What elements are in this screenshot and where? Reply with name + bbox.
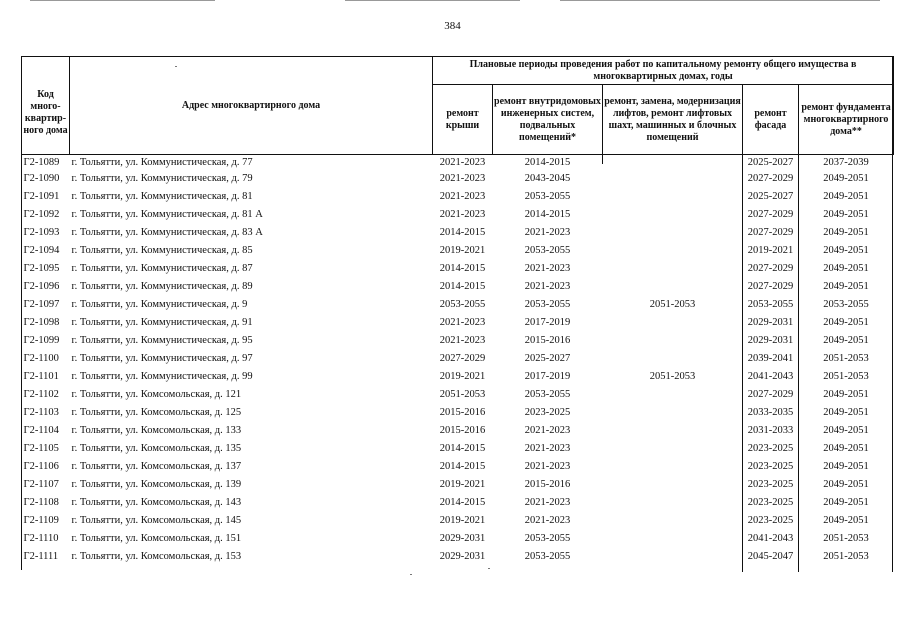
table-row [22, 260, 894, 278]
cell-roof: 2029-2031 [439, 533, 486, 544]
header-facade-repair: ремонт фасада [743, 85, 799, 155]
cell-code: Г2-1099 [23, 335, 60, 346]
cell-systems: 2053-2055 [524, 551, 571, 562]
cell-facade: 2023-2025 [747, 461, 794, 472]
cell-lifts [603, 404, 743, 422]
cell-foundation: 2051-2053 [823, 533, 869, 544]
cell-address: г. Тольятти, ул. Комсомольская, д. 143 [71, 497, 242, 508]
table-row [22, 332, 894, 350]
cell-roof: 2014-2015 [439, 461, 486, 472]
column-rule-after-facade [798, 154, 799, 572]
cell-lifts [603, 476, 743, 494]
cell-facade: 2045-2047 [747, 551, 794, 562]
cell-facade: 2027-2029 [747, 209, 794, 220]
cell-lifts [603, 155, 743, 171]
header-systems-repair: ремонт внутридомовых инженерных систем, подвальных помещений* [493, 85, 603, 155]
cell-lifts [603, 260, 743, 278]
cell-roof: 2053-2055 [439, 299, 486, 310]
cell-foundation: 2049-2051 [823, 209, 869, 220]
cell-code: Г2-1091 [23, 191, 60, 202]
column-rule-after-lifts [742, 154, 743, 572]
cell-systems: 2021-2023 [524, 281, 571, 292]
cell-roof: 2021-2023 [439, 173, 486, 184]
table-row [22, 350, 894, 368]
cell-lifts [603, 332, 743, 350]
cell-address: г. Тольятти, ул. Коммунистическая, д. 9 [71, 299, 248, 310]
cell-systems: 2053-2055 [524, 533, 571, 544]
cell-systems: 2017-2019 [524, 317, 571, 328]
cell-address: г. Тольятти, ул. Коммунистическая, д. 77 [71, 157, 253, 168]
cell-roof: 2014-2015 [439, 227, 486, 238]
cell-foundation: 2049-2051 [823, 479, 869, 490]
header-lift-repair: ремонт, замена, модернизация лифтов, ремонт лифтовых шахт, машинных и блочных помещений [603, 85, 743, 155]
page-number: 384 [444, 20, 461, 32]
cell-systems: 2017-2019 [524, 371, 571, 382]
cell-lifts [603, 350, 743, 368]
cell-facade: 2029-2031 [747, 335, 794, 346]
cell-code: Г2-1095 [23, 263, 60, 274]
cell-lifts [603, 440, 743, 458]
cell-facade: 2041-2043 [747, 371, 794, 382]
cell-systems: 2023-2025 [524, 407, 571, 418]
cell-facade: 2023-2025 [747, 515, 794, 526]
cell-roof: 2029-2031 [439, 551, 486, 562]
cell-code: Г2-1098 [23, 317, 60, 328]
cell-lifts [603, 548, 743, 566]
cell-address: г. Тольятти, ул. Коммунистическая, д. 83 А [71, 227, 263, 238]
table-row [22, 530, 894, 548]
cell-address: г. Тольятти, ул. Коммунистическая, д. 81 [71, 191, 253, 202]
cell-address: г. Тольятти, ул. Комсомольская, д. 153 [71, 551, 242, 562]
cell-foundation: 2049-2051 [823, 227, 869, 238]
cell-systems: 2021-2023 [524, 515, 571, 526]
cell-lifts [603, 512, 743, 530]
table-row [22, 386, 894, 404]
cell-roof: 2014-2015 [439, 443, 486, 454]
cell-lifts [603, 386, 743, 404]
cell-address: г. Тольятти, ул. Коммунистическая, д. 89 [71, 281, 253, 292]
cell-facade: 2027-2029 [747, 263, 794, 274]
cell-code: Г2-1094 [23, 245, 60, 256]
cell-roof: 2014-2015 [439, 497, 486, 508]
cell-code: Г2-1107 [23, 479, 59, 490]
cell-roof: 2014-2015 [439, 263, 486, 274]
cell-facade: 2027-2029 [747, 227, 794, 238]
cell-foundation: 2049-2051 [823, 461, 869, 472]
table-row [22, 242, 894, 260]
cell-facade: 2025-2027 [747, 191, 794, 202]
cell-facade: 2039-2041 [747, 353, 794, 364]
cell-code: Г2-1106 [23, 461, 59, 472]
table-row [22, 458, 894, 476]
table-row [22, 476, 894, 494]
table-row [22, 422, 894, 440]
cell-roof: 2027-2029 [439, 353, 486, 364]
table-row [22, 494, 894, 512]
table-header [22, 57, 894, 155]
table-row [22, 296, 894, 314]
cell-systems: 2015-2016 [524, 479, 571, 490]
cell-foundation: 2049-2051 [823, 317, 869, 328]
cell-address: г. Тольятти, ул. Комсомольская, д. 145 [71, 515, 242, 526]
cell-code: Г2-1110 [23, 533, 59, 544]
cell-code: Г2-1108 [23, 497, 59, 508]
column-rule-left [21, 56, 22, 570]
capital-repair-table [21, 56, 894, 566]
cell-foundation: 2051-2053 [823, 353, 869, 364]
column-rule-right [892, 56, 893, 572]
cell-lifts [603, 170, 743, 188]
cell-systems: 2015-2016 [524, 335, 571, 346]
cell-systems: 2021-2023 [524, 497, 571, 508]
cell-code: Г2-1093 [23, 227, 60, 238]
cell-address: г. Тольятти, ул. Комсомольская, д. 139 [71, 479, 242, 490]
cell-code: Г2-1090 [23, 173, 60, 184]
cell-foundation: 2049-2051 [823, 443, 869, 454]
cell-roof: 2021-2023 [439, 335, 486, 346]
cell-address: г. Тольятти, ул. Коммунистическая, д. 79 [71, 173, 253, 184]
cell-code: Г2-1097 [23, 299, 60, 310]
cell-lifts [603, 278, 743, 296]
table-row [22, 368, 894, 386]
header-roof-repair: ремонт крыши [433, 85, 493, 155]
cell-systems: 2021-2023 [524, 263, 571, 274]
cell-address: г. Тольятти, ул. Коммунистическая, д. 81 А [71, 209, 263, 220]
cell-foundation: 2051-2053 [823, 551, 869, 562]
cell-lifts [603, 206, 743, 224]
cell-roof: 2021-2023 [439, 191, 486, 202]
scan-edge-line [345, 0, 520, 1]
cell-code: Г2-1100 [23, 353, 59, 364]
header-code: Код много-квартир-ного дома [22, 57, 70, 155]
cell-systems: 2021-2023 [524, 227, 571, 238]
cell-address: г. Тольятти, ул. Комсомольская, д. 137 [71, 461, 242, 472]
cell-systems: 2014-2015 [524, 157, 571, 168]
table-row [22, 512, 894, 530]
cell-systems: 2053-2055 [524, 245, 571, 256]
cell-address: г. Тольятти, ул. Коммунистическая, д. 99 [71, 371, 253, 382]
cell-systems: 2021-2023 [524, 425, 571, 436]
cell-facade: 2019-2021 [747, 245, 794, 256]
header-work-periods: Плановые периоды проведения работ по капитальному ремонту общего имущества в многоквартирных домах, годы [433, 57, 894, 85]
cell-foundation: 2049-2051 [823, 191, 869, 202]
cell-roof: 2019-2021 [439, 371, 486, 382]
cell-roof: 2015-2016 [439, 407, 486, 418]
scan-speck [175, 66, 177, 67]
cell-lifts [603, 188, 743, 206]
cell-foundation: 2049-2051 [823, 263, 869, 274]
cell-foundation: 2049-2051 [823, 497, 869, 508]
cell-address: г. Тольятти, ул. Коммунистическая, д. 91 [71, 317, 253, 328]
cell-roof: 2015-2016 [439, 425, 486, 436]
cell-roof: 2019-2021 [439, 479, 486, 490]
cell-roof: 2051-2053 [439, 389, 486, 400]
cell-code: Г2-1105 [23, 443, 59, 454]
cell-code: Г2-1111 [23, 551, 59, 562]
table-row [22, 206, 894, 224]
cell-facade: 2041-2043 [747, 533, 794, 544]
cell-roof: 2019-2021 [439, 245, 486, 256]
cell-address: г. Тольятти, ул. Коммунистическая, д. 97 [71, 353, 253, 364]
cell-address: г. Тольятти, ул. Комсомольская, д. 135 [71, 443, 242, 454]
cell-lifts [603, 242, 743, 260]
column-rule-after-systems [602, 154, 603, 164]
scan-speck [410, 574, 412, 575]
cell-foundation: 2049-2051 [823, 281, 869, 292]
table-row [22, 548, 894, 566]
cell-roof: 2021-2023 [439, 157, 486, 168]
cell-roof: 2021-2023 [439, 209, 486, 220]
cell-lifts: 2051-2053 [649, 371, 696, 382]
cell-systems: 2053-2055 [524, 389, 571, 400]
cell-address: г. Тольятти, ул. Коммунистическая, д. 95 [71, 335, 253, 346]
cell-address: г. Тольятти, ул. Комсомольская, д. 133 [71, 425, 242, 436]
cell-code: Г2-1103 [23, 407, 59, 418]
table-row [22, 155, 894, 171]
cell-foundation: 2051-2053 [823, 371, 869, 382]
cell-address: г. Тольятти, ул. Комсомольская, д. 121 [71, 389, 242, 400]
scan-edge-line [560, 0, 880, 1]
cell-foundation: 2049-2051 [823, 245, 869, 256]
cell-code: Г2-1089 [23, 157, 60, 168]
table-row [22, 314, 894, 332]
scan-edge-line [30, 0, 215, 1]
cell-lifts [603, 422, 743, 440]
cell-facade: 2023-2025 [747, 497, 794, 508]
cell-systems: 2025-2027 [524, 353, 571, 364]
table-row [22, 440, 894, 458]
cell-facade: 2053-2055 [747, 299, 794, 310]
header-address: Адрес многоквартирного дома [70, 57, 433, 155]
cell-systems: 2053-2055 [524, 191, 571, 202]
cell-foundation: 2037-2039 [823, 157, 869, 168]
scan-speck [488, 568, 490, 569]
cell-address: г. Тольятти, ул. Комсомольская, д. 151 [71, 533, 242, 544]
cell-foundation: 2049-2051 [823, 335, 869, 346]
cell-lifts [603, 494, 743, 512]
cell-facade: 2023-2025 [747, 479, 794, 490]
cell-systems: 2014-2015 [524, 209, 571, 220]
cell-systems: 2021-2023 [524, 443, 571, 454]
table-row [22, 404, 894, 422]
cell-facade: 2029-2031 [747, 317, 794, 328]
cell-address: г. Тольятти, ул. Коммунистическая, д. 87 [71, 263, 253, 274]
cell-facade: 2023-2025 [747, 443, 794, 454]
cell-code: Г2-1101 [23, 371, 59, 382]
cell-roof: 2021-2023 [439, 317, 486, 328]
table-row [22, 224, 894, 242]
cell-lifts [603, 224, 743, 242]
cell-roof: 2019-2021 [439, 515, 486, 526]
cell-foundation: 2049-2051 [823, 173, 869, 184]
cell-lifts [603, 530, 743, 548]
cell-code: Г2-1104 [23, 425, 59, 436]
cell-foundation: 2053-2055 [823, 299, 869, 310]
cell-facade: 2027-2029 [747, 389, 794, 400]
cell-foundation: 2049-2051 [823, 425, 869, 436]
cell-foundation: 2049-2051 [823, 389, 869, 400]
cell-systems: 2053-2055 [524, 299, 571, 310]
cell-lifts: 2051-2053 [649, 299, 696, 310]
cell-code: Г2-1109 [23, 515, 59, 526]
table-row [22, 278, 894, 296]
table-row [22, 170, 894, 188]
header-foundation-repair: ремонт фундамента многоквартирного дома** [799, 85, 894, 155]
cell-lifts [603, 458, 743, 476]
cell-code: Г2-1102 [23, 389, 59, 400]
cell-facade: 2027-2029 [747, 281, 794, 292]
cell-systems: 2021-2023 [524, 461, 571, 472]
cell-facade: 2031-2033 [747, 425, 794, 436]
cell-address: г. Тольятти, ул. Комсомольская, д. 125 [71, 407, 242, 418]
cell-lifts [603, 314, 743, 332]
cell-systems: 2043-2045 [524, 173, 571, 184]
cell-facade: 2025-2027 [747, 157, 794, 168]
cell-code: Г2-1092 [23, 209, 60, 220]
cell-code: Г2-1096 [23, 281, 60, 292]
cell-foundation: 2049-2051 [823, 515, 869, 526]
table-body [22, 155, 894, 567]
cell-roof: 2014-2015 [439, 281, 486, 292]
column-rule-after-code [69, 56, 70, 64]
cell-facade: 2033-2035 [747, 407, 794, 418]
cell-facade: 2027-2029 [747, 173, 794, 184]
table-row [22, 188, 894, 206]
cell-foundation: 2049-2051 [823, 407, 869, 418]
cell-address: г. Тольятти, ул. Коммунистическая, д. 85 [71, 245, 253, 256]
